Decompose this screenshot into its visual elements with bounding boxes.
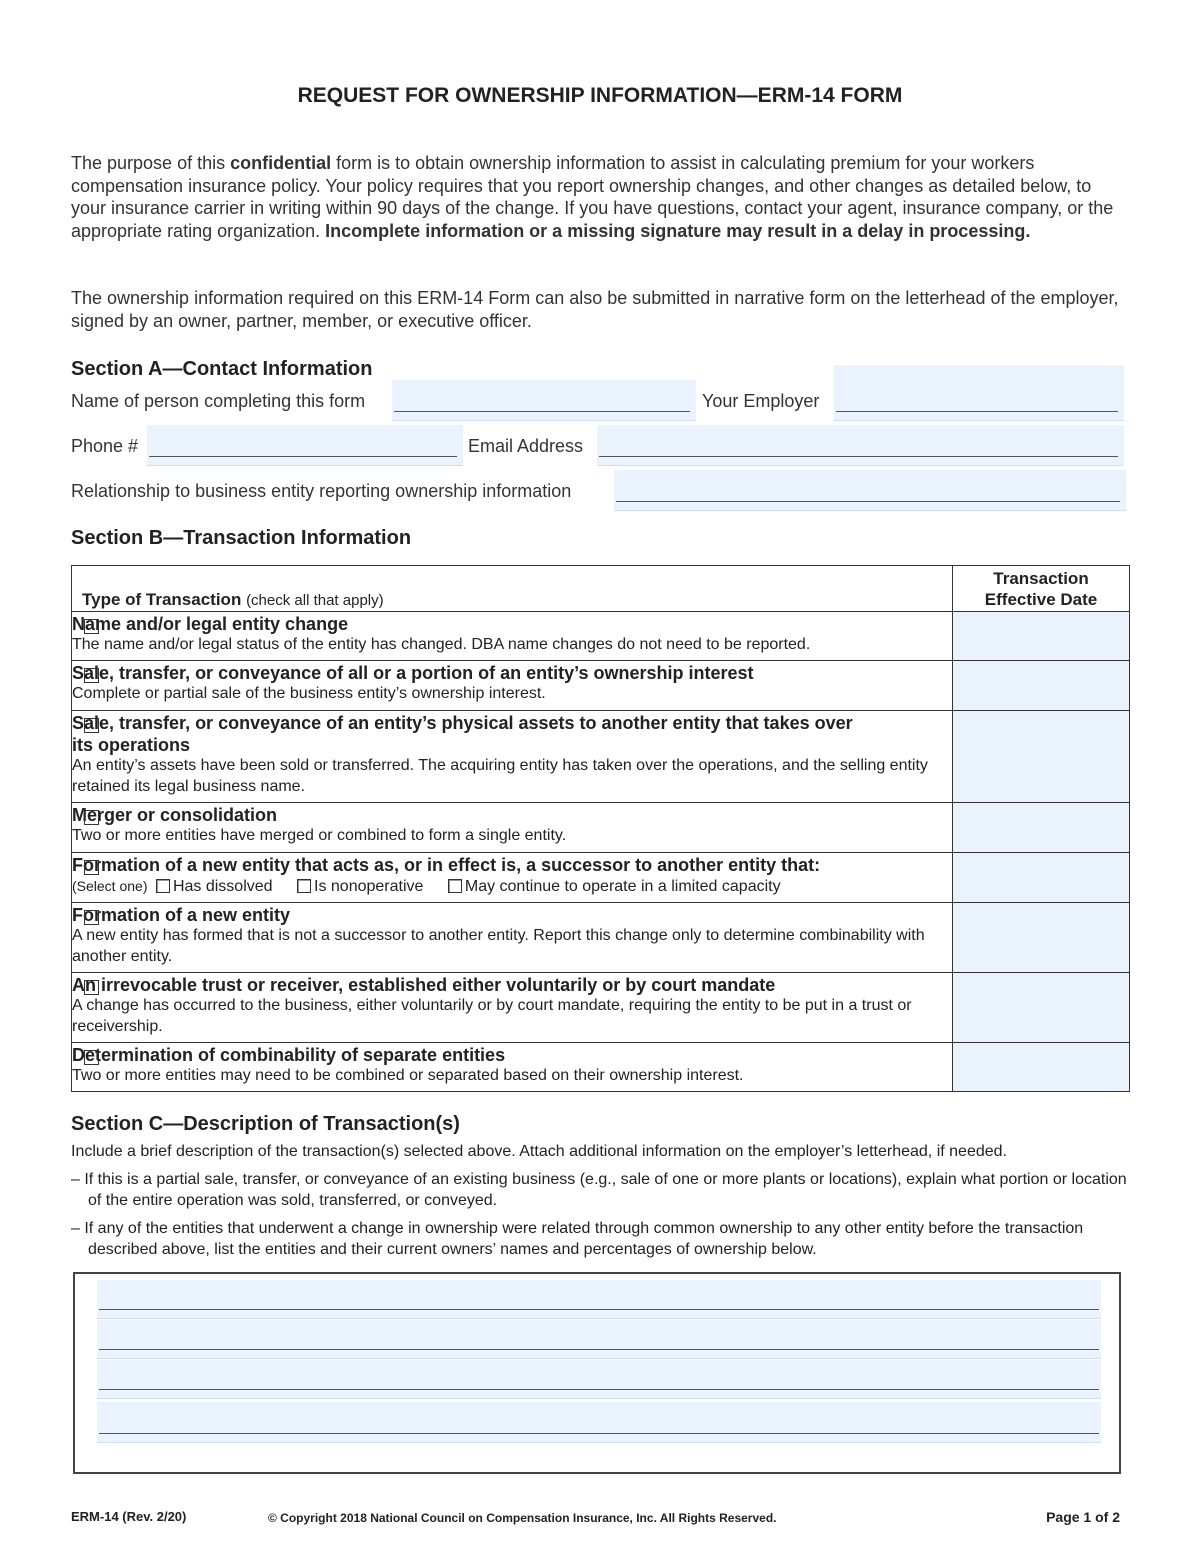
date-input-1[interactable]	[953, 612, 1130, 661]
intro-text: The purpose of this	[71, 153, 231, 173]
transaction-cell	[72, 1043, 953, 1092]
row-description: A change has occurred to the business, either voluntarily or by court mandate, requiring the entity to be put in a trust or receivership.	[72, 997, 912, 1035]
row-description: Complete or partial sale of the business entity’s ownership interest.	[72, 685, 546, 702]
page-title: REQUEST FOR OWNERSHIP INFORMATION—ERM-14 FORM	[297, 84, 903, 107]
col-type-note: (check all that apply)	[246, 592, 384, 609]
table-row	[72, 803, 1130, 853]
option-label: Is nonoperative	[314, 878, 424, 895]
row-description: The name and/or legal status of the entity has changed. DBA name changes do not need to be reported.	[72, 636, 811, 653]
date-input-7[interactable]	[953, 973, 1130, 1043]
option-label: May continue to operate in a limited capacity	[464, 878, 781, 895]
table-row	[72, 612, 1130, 661]
checkbox-new-entity[interactable]	[84, 910, 99, 925]
phone-input[interactable]	[147, 425, 463, 466]
transaction-cell	[72, 903, 953, 973]
phone-label: Phone #	[71, 436, 139, 456]
option-dissolved[interactable]	[156, 877, 273, 898]
transaction-cell	[72, 661, 953, 711]
form-id: ERM-14 (Rev. 2/20)	[71, 1509, 187, 1524]
table-header-row	[72, 566, 1130, 612]
table-row	[72, 1043, 1130, 1092]
transaction-cell	[72, 612, 953, 661]
row-title: An irrevocable trust or receiver, established either voluntarily or by court mandate	[72, 975, 776, 995]
row-title: Name and/or legal entity change	[72, 614, 349, 634]
description-line-4[interactable]	[97, 1402, 1101, 1443]
intro-text-cont: form is to obtain ownership information to assist in calculating premium for your workers compensation insurance policy. Your policy requires that you report ownership changes, and other changes as detailed below, to your insurance carrier in writing within 90 days of the change. If you have questions, contact your agent, insurance company, or the appropriate rating organization.	[71, 153, 1114, 241]
transaction-table	[71, 565, 1130, 1092]
section-a-heading: Section A—Contact Information	[71, 358, 373, 380]
date-input-5[interactable]	[953, 853, 1130, 903]
transaction-cell	[72, 711, 953, 803]
date-input-8[interactable]	[953, 1043, 1130, 1092]
col-type-header	[72, 566, 953, 612]
checkbox-trust-receiver[interactable]	[84, 980, 99, 995]
employer-label: Your Employer	[702, 391, 820, 411]
row-title: Sale, transfer, or conveyance of all or a portion of an entity’s ownership interest	[72, 663, 754, 683]
row-title: Sale, transfer, or conveyance of an entity’s physical assets to another entity that takes over its operations	[72, 713, 853, 755]
email-label: Email Address	[468, 436, 584, 456]
section-c-bullet-2: – If any of the entities that underwent a change in ownership were related through common ownership to any other entity before the transaction described above, list the entities and their current owners’ names and percentages of ownership below.	[71, 1220, 1084, 1258]
checkbox-combinability[interactable]	[84, 1050, 99, 1065]
date-input-6[interactable]	[953, 903, 1130, 973]
date-input-4[interactable]	[953, 803, 1130, 853]
date-input-3[interactable]	[953, 711, 1130, 803]
table-row	[72, 903, 1130, 973]
employer-input[interactable]	[834, 365, 1124, 421]
name-input[interactable]	[392, 380, 696, 421]
checkbox-limited-capacity[interactable]	[448, 879, 462, 893]
option-limited-capacity[interactable]	[448, 877, 781, 898]
table-row	[72, 853, 1130, 903]
section-b-heading: Section B—Transaction Information	[71, 527, 412, 549]
select-one-note: (Select one)	[72, 878, 148, 894]
checkbox-dissolved[interactable]	[156, 879, 170, 893]
row-title: Merger or consolidation	[72, 805, 278, 825]
checkbox-physical-assets[interactable]	[84, 718, 99, 733]
col-type-label: Type of Transaction	[82, 590, 242, 609]
checkbox-nonoperative[interactable]	[297, 879, 311, 893]
successor-options	[72, 876, 952, 901]
checkbox-merger[interactable]	[84, 810, 99, 825]
section-c-heading: Section C—Description of Transaction(s)	[71, 1113, 460, 1135]
name-label: Name of person completing this form	[71, 391, 366, 411]
page-number: Page 1 of 2	[1046, 1509, 1120, 1525]
row-description: Two or more entities have merged or combined to form a single entity.	[72, 827, 567, 844]
transaction-cell	[72, 803, 953, 853]
table-row	[72, 973, 1130, 1043]
relationship-label: Relationship to business entity reporting ownership information	[71, 481, 572, 501]
row-title: Formation of a new entity	[72, 905, 291, 925]
intro-paragraph-2: The ownership information required on this ERM-14 Form can also be submitted in narrative form on the letterhead of the employer, signed by an owner, partner, member, or executive officer.	[71, 288, 1119, 331]
transaction-cell	[72, 853, 953, 903]
row-description: A new entity has formed that is not a successor to another entity. Report this change only to determine combinability with another entity.	[72, 927, 925, 965]
checkbox-ownership-interest[interactable]	[84, 668, 99, 683]
row-title: Formation of a new entity that acts as, or in effect is, a successor to another entity that:	[72, 855, 821, 875]
description-line-2[interactable]	[97, 1320, 1101, 1359]
description-line-1[interactable]	[97, 1280, 1101, 1319]
section-c-intro: Include a brief description of the transaction(s) selected above. Attach additional information on the employer’s letterhead, if needed.	[71, 1143, 1007, 1160]
section-c-bullet-1: – If this is a partial sale, transfer, or conveyance of an existing business (e.g., sale of one or more plants or locations), explain what portion or location of the entire operation was sold, transferred, or conveyed.	[71, 1171, 1127, 1209]
email-input[interactable]	[597, 425, 1124, 466]
col-date-label-1: Transaction	[993, 569, 1089, 588]
date-input-2[interactable]	[953, 661, 1130, 711]
description-line-3[interactable]	[97, 1360, 1101, 1399]
relationship-input[interactable]	[614, 470, 1126, 511]
intro-warning: Incomplete information or a missing signature may result in a delay in processing.	[325, 220, 1031, 241]
checkbox-successor[interactable]	[84, 860, 99, 875]
row-description: An entity’s assets have been sold or transferred. The acquiring entity has taken over the operations, and the selling entity retained its legal business name.	[72, 757, 928, 795]
transaction-cell	[72, 973, 953, 1043]
col-date-header	[953, 566, 1130, 612]
option-label: Has dissolved	[172, 878, 273, 895]
intro-paragraph-1	[71, 152, 1131, 242]
table-row	[72, 711, 1130, 803]
table-row	[72, 661, 1130, 711]
col-date-label-2: Effective Date	[984, 590, 1098, 609]
checkbox-name-change[interactable]	[84, 619, 99, 634]
intro-emphasis: confidential	[230, 153, 332, 173]
row-description: Two or more entities may need to be combined or separated based on their ownership interest.	[72, 1067, 744, 1084]
description-box	[73, 1272, 1121, 1474]
copyright: © Copyright 2018 National Council on Compensation Insurance, Inc. All Rights Reserved.	[268, 1511, 777, 1525]
row-title: Determination of combinability of separate entities	[72, 1045, 506, 1065]
option-nonoperative[interactable]	[297, 877, 423, 898]
